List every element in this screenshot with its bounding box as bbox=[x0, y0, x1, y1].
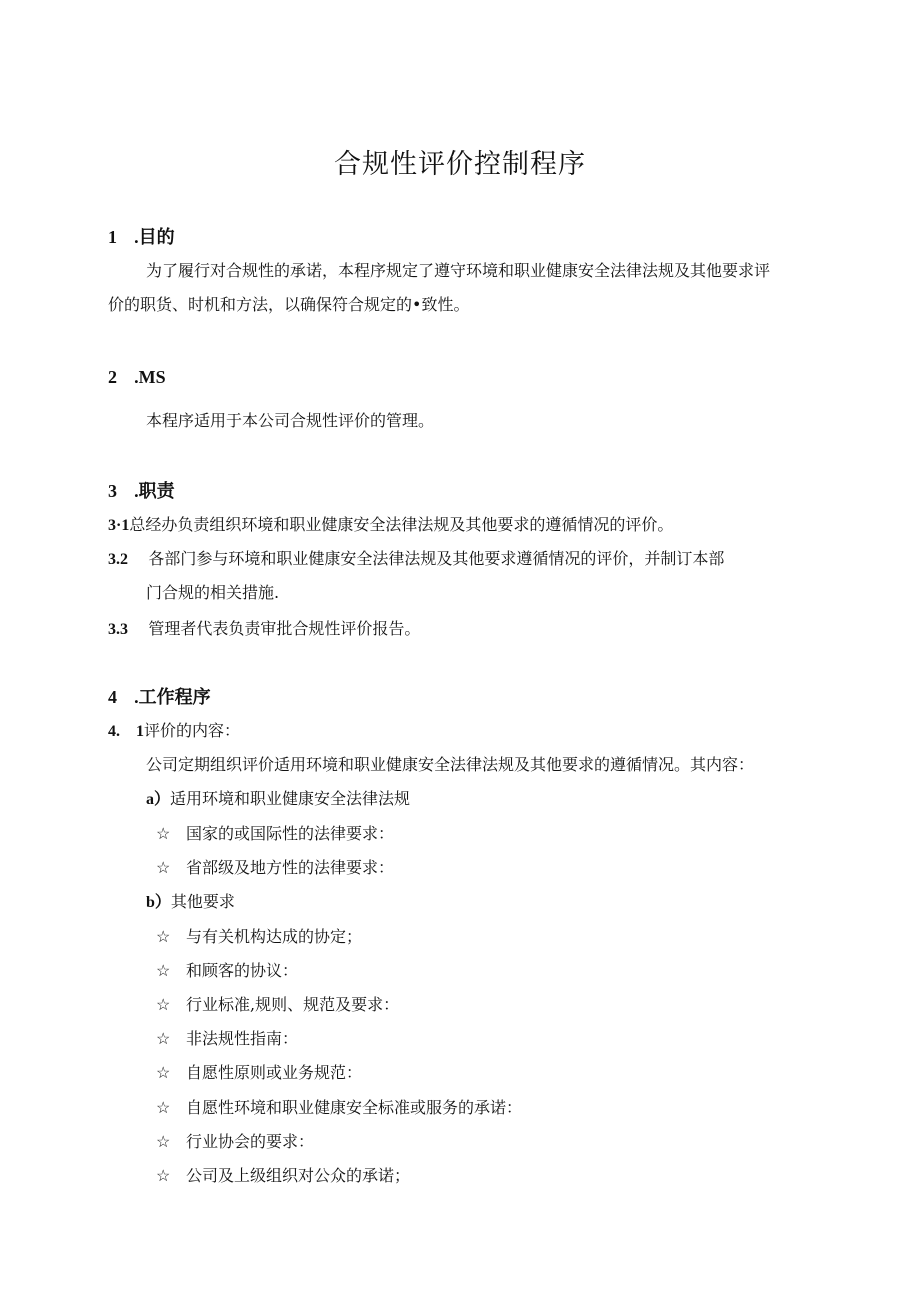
section-1-number: 1 bbox=[108, 227, 117, 247]
section-3-title: .职责 bbox=[134, 481, 175, 501]
list-item-text: 自愿性环境和职业健康安全标准或服务的承诺： bbox=[186, 1098, 523, 1117]
page-title: 合规性评价控制程序 bbox=[334, 149, 586, 180]
section-1-heading bbox=[108, 226, 175, 249]
item-text: 总经办负责组织环境和职业健康安全法律法规及其他要求的遵循情况的评价。 bbox=[129, 515, 674, 534]
list-item-text: 公司及上级组织对公众的承诺； bbox=[186, 1166, 411, 1185]
list-item bbox=[156, 1028, 298, 1050]
section-4-heading bbox=[108, 686, 211, 709]
star-icon: ☆ bbox=[156, 1063, 171, 1082]
list-item-text: 与有关机构达成的协定； bbox=[186, 927, 363, 946]
item-number: 3.2 bbox=[108, 551, 128, 568]
item-number: 3·1 bbox=[108, 517, 130, 534]
list-item-text: 自愿性原则或业务规范： bbox=[186, 1063, 363, 1082]
item-text: 各部门参与环境和职业健康安全法律法规及其他要求遵循情况的评价，并制订本部 bbox=[148, 549, 725, 568]
subsection-4-1 bbox=[108, 720, 240, 743]
section-1-paragraph-line-1: 为了履行对合规性的承诺，本程序规定了遵守环境和职业健康安全法律法规及其他要求评 bbox=[146, 261, 771, 280]
list-item-text: 和顾客的协议： bbox=[186, 961, 299, 980]
section-2-title: .MS bbox=[134, 367, 166, 387]
section-1-paragraph-line-2: 价的职货、时机和方法，以确保符合规定的•致性。 bbox=[108, 295, 470, 314]
star-icon: ☆ bbox=[156, 961, 171, 980]
star-icon: ☆ bbox=[156, 1166, 171, 1185]
group-b-label: b） bbox=[146, 894, 171, 911]
responsibility-item-3-2 bbox=[108, 548, 724, 571]
list-item bbox=[156, 1062, 362, 1084]
list-item-text: 国家的或国际性的法律要求： bbox=[186, 824, 395, 843]
section-2-paragraph: 本程序适用于本公司合规性评价的管理。 bbox=[146, 411, 435, 430]
list-item bbox=[156, 1165, 410, 1187]
section-2-number: 2 bbox=[108, 367, 117, 387]
list-item bbox=[156, 926, 362, 948]
group-a-text: 适用环境和职业健康安全法律法规 bbox=[170, 789, 411, 808]
section-2-heading bbox=[108, 366, 166, 389]
section-4-number: 4 bbox=[108, 687, 117, 707]
section-4-intro: 公司定期组织评价适用环境和职业健康安全法律法规及其他要求的遵循情况。其内容： bbox=[146, 755, 755, 774]
responsibility-item-3-2-continued: 门合规的相关措施. bbox=[146, 583, 280, 602]
star-icon: ☆ bbox=[156, 858, 171, 877]
list-item bbox=[156, 994, 399, 1016]
star-icon: ☆ bbox=[156, 824, 171, 843]
star-icon: ☆ bbox=[156, 927, 171, 946]
list-item-text: 省部级及地方性的法律要求： bbox=[186, 858, 395, 877]
group-a-heading bbox=[146, 788, 410, 811]
group-b-text: 其他要求 bbox=[170, 892, 235, 911]
item-text: 管理者代表负责审批合规性评价报告。 bbox=[148, 619, 421, 638]
section-3-number: 3 bbox=[108, 481, 117, 501]
star-icon: ☆ bbox=[156, 1098, 171, 1117]
list-item-text: 行业标准,规则、规范及要求： bbox=[186, 995, 400, 1014]
subsection-text: 评价的内容： bbox=[144, 721, 241, 740]
list-item bbox=[156, 1097, 522, 1119]
section-1-title: .目的 bbox=[134, 227, 175, 247]
responsibility-item-3-3 bbox=[108, 618, 420, 641]
star-icon: ☆ bbox=[156, 1132, 171, 1151]
star-icon: ☆ bbox=[156, 1029, 171, 1048]
item-number: 3.3 bbox=[108, 621, 128, 638]
list-item bbox=[156, 823, 394, 845]
list-item-text: 非法规性指南： bbox=[186, 1029, 299, 1048]
group-a-label: a） bbox=[146, 791, 171, 808]
responsibility-item-3-1 bbox=[108, 514, 673, 537]
group-b-heading bbox=[146, 891, 235, 914]
star-icon: ☆ bbox=[156, 995, 171, 1014]
list-item-text: 行业协会的要求： bbox=[186, 1132, 315, 1151]
section-3-heading bbox=[108, 480, 175, 503]
list-item bbox=[156, 960, 298, 982]
subsection-number: 4. 1 bbox=[108, 723, 145, 740]
list-item bbox=[156, 857, 394, 879]
list-item bbox=[156, 1131, 314, 1153]
section-4-title: .工作程序 bbox=[134, 687, 211, 707]
